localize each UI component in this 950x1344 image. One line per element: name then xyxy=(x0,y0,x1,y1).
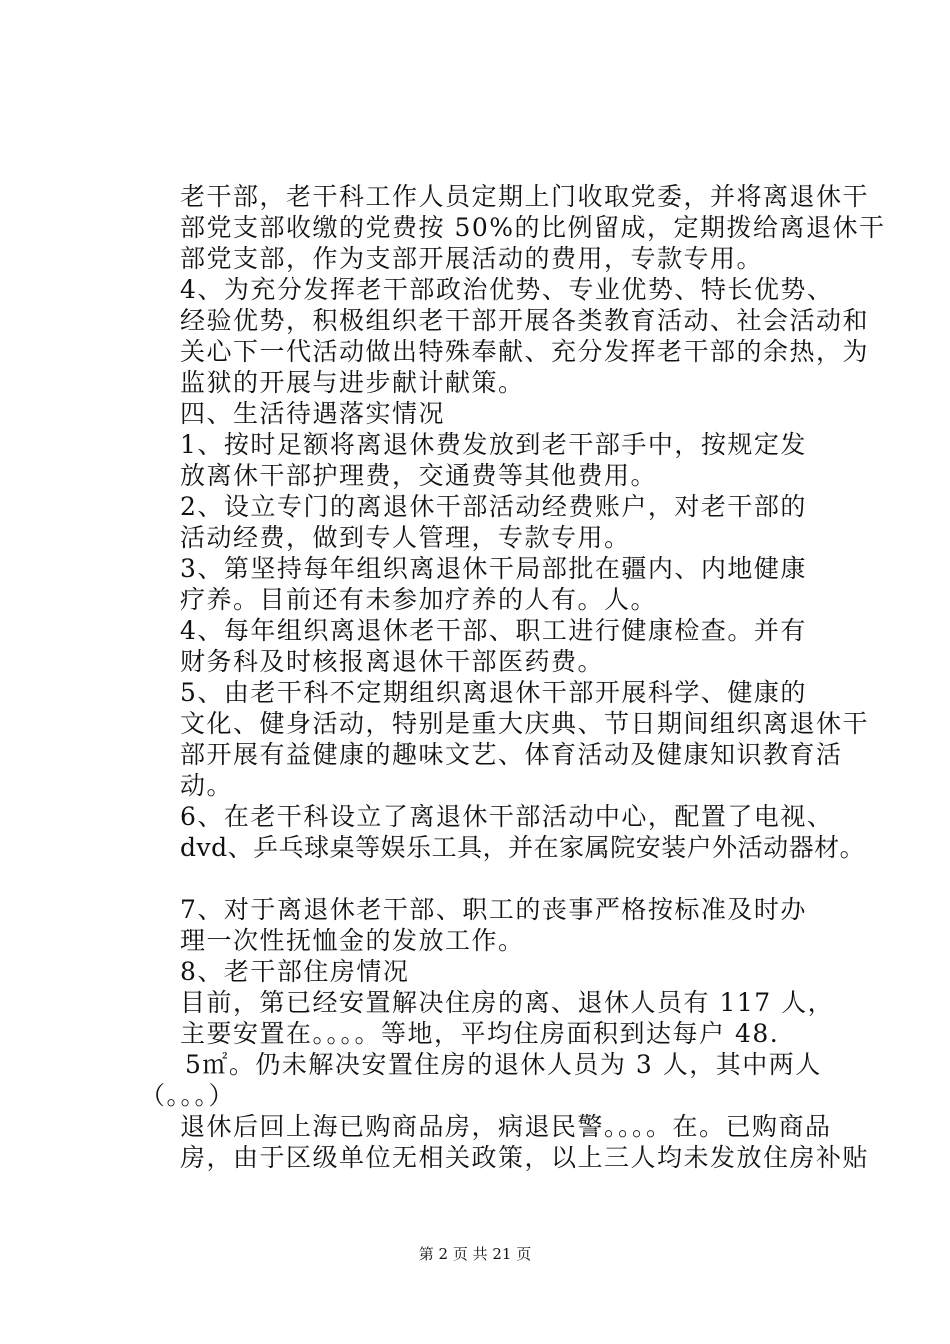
text-line: 关心下一代活动做出特殊奉献、充分发挥老干部的余热，为 xyxy=(180,337,870,366)
section-heading: 四、生活待遇落实情况 xyxy=(180,399,446,428)
text-line: 老干部，老干科工作人员定期上门收取党委，并将离退休干 xyxy=(180,182,870,211)
text-line: 经验优势，积极组织老干部开展各类教育活动、社会活动和 xyxy=(180,306,870,335)
text-line: 退休后回上海已购商品房，病退民警。。。。在。已购商品 xyxy=(180,1112,832,1141)
text-line: 部开展有益健康的趣味文艺、体育活动及健康知识教育活 xyxy=(180,740,843,769)
text-line: 5㎡。仍未解决安置住房的退休人员为 3 人，其中两人 xyxy=(185,1050,822,1079)
text-line: 文化、健身活动，特别是重大庆典、节日期间组织离退休干 xyxy=(180,709,870,738)
page-number-footer: 第 2 页 共 21 页 xyxy=(418,1245,532,1263)
text-line: 动。 xyxy=(180,771,234,800)
text-line: 4、每年组织离退休老干部、职工进行健康检查。并有 xyxy=(180,616,807,645)
text-line: 8、老干部住房情况 xyxy=(180,957,410,986)
text-line: 4、为充分发挥老干部政治优势、专业优势、特长优势、 xyxy=(180,275,834,304)
text-line: 目前，第已经安置解决住房的离、退休人员有 117 人， xyxy=(180,988,835,1017)
text-line: 监狱的开展与进步献计献策。 xyxy=(180,368,525,397)
text-line: 放离休干部护理费，交通费等其他费用。 xyxy=(180,461,658,490)
text-line: 3、第坚持每年组织离退休干局部批在疆内、内地健康 xyxy=(180,554,807,583)
text-line: 疗养。目前还有未参加疗养的人有。人。 xyxy=(180,585,658,614)
text-line: 房，由于区级单位无相关政策，以上三人均未发放住房补贴 xyxy=(180,1143,870,1172)
text-line: 理一次性抚恤金的发放工作。 xyxy=(180,926,525,955)
text-line: 6、在老干科设立了离退休干部活动中心，配置了电视、 xyxy=(180,802,834,831)
text-line: 主要安置在。。。。等地，平均住房面积到达每户 48. xyxy=(180,1019,780,1048)
text-line: 5、由老干科不定期组织离退休干部开展科学、健康的 xyxy=(180,678,807,707)
text-line: 2、设立专门的离退休干部活动经费账户，对老干部的 xyxy=(180,492,807,521)
text-line: 1、按时足额将离退休费发放到老干部手中，按规定发 xyxy=(180,430,807,459)
text-line: （。。。） xyxy=(140,1081,236,1110)
text-line: dvd、乒乓球桌等娱乐工具，并在家属院安装户外活动器材。 xyxy=(180,833,866,862)
text-line: 部党支部，作为支部开展活动的费用，专款专用。 xyxy=(180,244,764,273)
text-line: 7、对于离退休老干部、职工的丧事严格按标准及时办 xyxy=(180,895,807,924)
text-line: 部党支部收缴的党费按 50%的比例留成，定期拨给离退休干 xyxy=(180,213,886,242)
text-line: 活动经费，做到专人管理，专款专用。 xyxy=(180,523,631,552)
text-line: 财务科及时核报离退休干部医药费。 xyxy=(180,647,605,676)
